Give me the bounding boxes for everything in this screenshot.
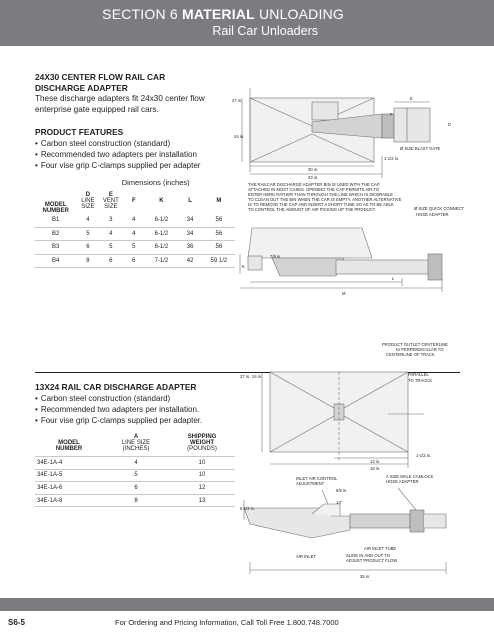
label-m: M (342, 291, 346, 296)
col-weight-header: SHIPPING WEIGHT (POUNDS) (187, 434, 217, 452)
dim-24-label: 24 in. (252, 374, 263, 379)
svg-text:CENTERLINE OF TRACK: CENTERLINE OF TRACK (386, 352, 435, 357)
product2-specs-table (35, 426, 235, 507)
feature-item: • Four vise grip C-clamps supplied per adapter. (35, 415, 202, 426)
product1-features-title: PRODUCT FEATURES (35, 127, 124, 137)
product1-title: 24X30 CENTER FLOW RAIL CAR DISCHARGE ADAPTER (35, 72, 166, 93)
svg-text:ATTACHED IN MOST CASES. OPENIN: ATTACHED IN MOST CASES. OPENING THE CAP PERMITS AIR TO (248, 187, 380, 192)
table-row: 34E-1A-5 5 10 (35, 469, 235, 482)
dim-27-label: 27 in. (232, 98, 243, 103)
product1-technical-drawing (232, 78, 468, 380)
table-row: 34E-1A-8 8 13 (35, 494, 235, 507)
label-l: L (392, 276, 395, 281)
page-number: S6-5 (8, 618, 25, 627)
footer-bar (0, 598, 494, 611)
inlet-air-control-label: INLET AIR CONTROL (296, 476, 338, 481)
label-d: D (448, 122, 452, 127)
col-m-header: M (216, 198, 222, 204)
air-inlet-tube-label: AIR INLET TUBE (364, 546, 397, 551)
svg-text:IS PERPENDICULAR TO: IS PERPENDICULAR TO (396, 347, 444, 352)
dimensions-group-header: Dimensions (inches) (121, 177, 190, 187)
product2-technical-drawing (240, 364, 470, 592)
col-e-header: E VENT SIZE (102, 192, 119, 210)
air-inlet-label: AIR INLET (296, 554, 317, 559)
col-model-header: MODEL NUMBER (42, 202, 69, 214)
feature-item: • Recommended two adapters per installation. (35, 404, 202, 415)
dim-16-label: 16 in. (370, 466, 381, 471)
product1-feature-list (35, 138, 200, 171)
dim-33-label: 33 in. (308, 175, 319, 180)
col-line-size-header: A LINE SIZE (INCHES) (121, 434, 151, 452)
page-header (0, 0, 494, 46)
table-row: B2 5 4 4 6-1/2 34 56 (35, 227, 235, 241)
svg-text:TO TRACKS: TO TRACKS (408, 378, 432, 383)
parallel-label: PARALLEL (408, 372, 429, 377)
dim-7-8-label: 7/8 in. (270, 254, 282, 259)
label-k: K (242, 264, 245, 269)
table-row: 34E-1A-6 6 12 (35, 482, 235, 495)
section-title: SECTION 6 MATERIAL UNLOADING (102, 6, 344, 22)
dim-13-label: 13 in. (370, 459, 381, 464)
dim-1-1-2-label: 1-1/2 in. (416, 453, 432, 458)
product2-feature-list (35, 393, 202, 426)
dim-5-8-label: 5/8 in. (336, 488, 348, 493)
label-e: E (410, 96, 413, 101)
dim-35-label: 35 in. (360, 574, 371, 579)
dim-1-1-2-label: 1-1/2 in. (384, 156, 400, 161)
outlet-note: PRODUCT OUTLET CENTERLINE (382, 342, 448, 347)
dim-6-1-2-label: 6-1/2 in. (240, 506, 256, 511)
feature-item: • Carbon steel construction (standard) (35, 393, 202, 404)
col-k-header: K (159, 198, 164, 204)
table-row: 34E-1A-4 4 10 (35, 457, 235, 470)
feature-item: • Four vise grip C-clamps supplied per adapter (35, 160, 200, 171)
svg-text:IS TO REMOVE THE CAP AND INSER: IS TO REMOVE THE CAP AND INSERT A SHORT TUBE SO AS TO BE ABLE (248, 202, 394, 207)
camlock-label: A SIZE MALE CAMLOCK (386, 474, 434, 479)
feature-item: • Carbon steel construction (standard) (35, 138, 200, 149)
dim-27-label: 27 in. (240, 374, 251, 379)
table-row: B4 8 6 6 7-1/2 42 59 1/2 (35, 254, 235, 268)
feature-item: • Recommended two adapters per installation (35, 149, 200, 160)
svg-text:TO CLEAN OUT THE BIN WHEN THE: TO CLEAN OUT THE BIN WHEN THE CAR IS EMPTY. ANOTHER ALTERNATIVE (248, 197, 402, 202)
col-d-header: D LINE SIZE (81, 192, 95, 210)
blast-gate-shape (394, 108, 430, 142)
col-f-header: F (132, 198, 136, 204)
section-subtitle: Rail Car Unloaders (212, 24, 318, 38)
product1-dimensions-table (35, 176, 235, 268)
svg-text:ADJUSTMENT: ADJUSTMENT (296, 481, 325, 486)
table-row: B3 6 5 5 6-1/2 36 56 (35, 241, 235, 255)
label-f: F (390, 112, 393, 117)
dim-30-label: 30 in. (308, 167, 319, 172)
adapter-side-view-outline (248, 228, 372, 258)
svg-text:TO CONTROL THE AMOUNT OF AIR P: TO CONTROL THE AMOUNT OF AIR PICKING UP THE PRODUCT. (248, 207, 376, 212)
dim-13-deg-label: 13° (336, 500, 343, 505)
table-row: B1 4 3 4 6-1/2 34 56 (35, 214, 235, 227)
svg-text:HOSE ADAPTER: HOSE ADAPTER (386, 479, 419, 484)
svg-text:HOSE ADAPTER: HOSE ADAPTER (416, 212, 449, 217)
svg-text:ADJUST PRODUCT FLOW: ADJUST PRODUCT FLOW (346, 558, 398, 563)
diagram-note (248, 182, 402, 212)
dim-24-label: 24 in. (234, 134, 245, 139)
col-model-header: MODEL NUMBER (55, 440, 83, 452)
footer-contact: For Ordering and Pricing Information, Call Toll Free 1.800.748.7000 (115, 618, 339, 627)
blast-gate-label: Ø SIZE BLAST GATE (400, 146, 441, 151)
slide-note: SLIDE IN AND OUT TO (346, 553, 390, 558)
col-l-header: L (188, 198, 192, 204)
svg-text:ENTER HERE RATHER THAN THROUGH: ENTER HERE RATHER THAN THROUGH THE LINE WHICH IS DESIRABLE (248, 192, 393, 197)
product2-title: 13X24 RAIL CAR DISCHARGE ADAPTER (35, 382, 197, 392)
svg-text:THE RAILCAR DISCHARGE ADAPTER: THE RAILCAR DISCHARGE ADAPTER BIN IS USED WITH THE CAP (248, 182, 380, 187)
product1-description: These discharge adapters fit 24x30 center flow enterprise gate equipped rail cars. (35, 94, 205, 114)
quick-connect-label: Ø SIZE QUICK CONNECT (414, 206, 465, 211)
